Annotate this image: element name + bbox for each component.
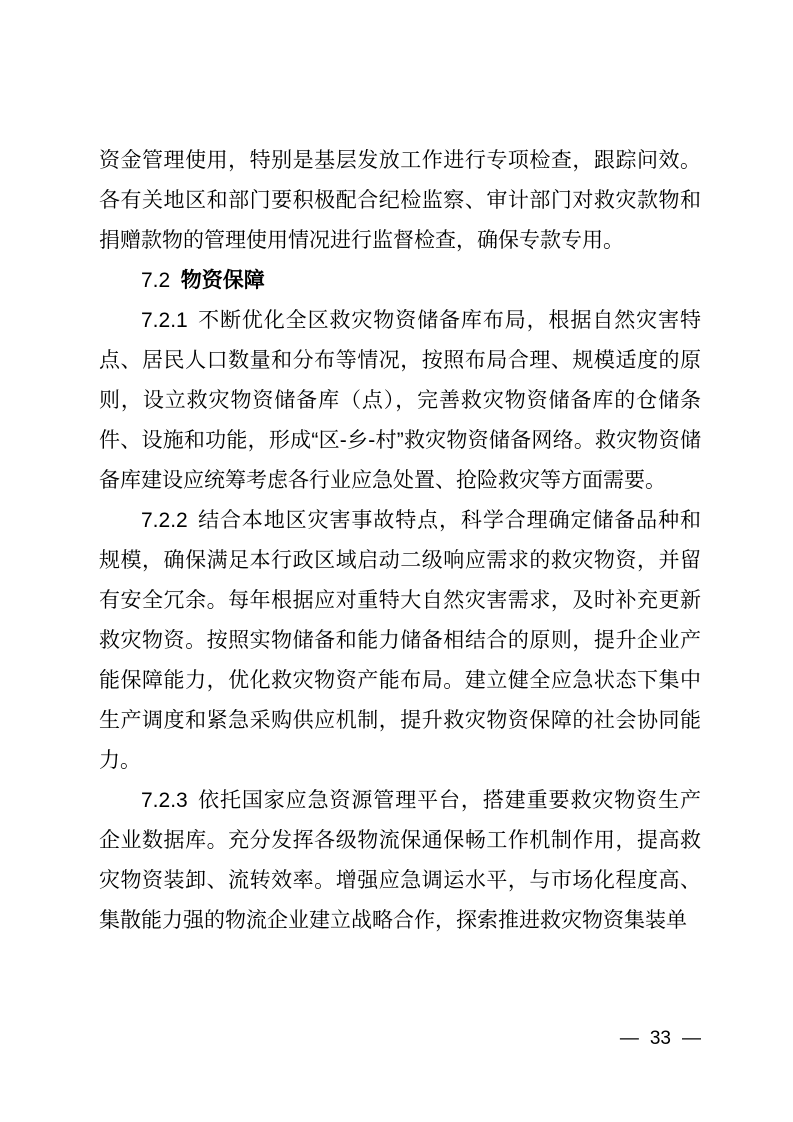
paragraph-clause-723 — [99, 781, 701, 941]
clause-number: 7.2.1 — [141, 309, 188, 332]
clause-number: 7.2.2 — [141, 509, 188, 532]
paragraph-clause-721 — [99, 301, 701, 501]
paragraph-clause-722 — [99, 501, 701, 781]
section-heading-title: 物资保障 — [180, 269, 265, 292]
page-body — [99, 141, 701, 941]
section-heading-number: 7.2 — [141, 269, 171, 292]
section-heading — [99, 261, 701, 301]
page-footer — [620, 1026, 701, 1052]
clause-text: 依托国家应急资源管理平台，搭建重要救灾物资生产企业数据库。充分发挥各级物流保通保畅工作机制作用，提高救灾物资装卸、流转效率。增强应急调运水平，与市场化程度高、集散能力强的物流企业建立战略合作，探索推进救灾物资集装单 — [99, 789, 701, 932]
page-number: 33 — [649, 1028, 671, 1049]
paragraph-continuation: 资金管理使用，特别是基层发放工作进行专项检查，跟踪问效。各有关地区和部门要积极配合纪检监察、审计部门对救灾款物和捐赠款物的管理使用情况进行监督检查，确保专款专用。 — [99, 149, 701, 252]
page-number-dash-right: — — [682, 1028, 701, 1049]
clause-number: 7.2.3 — [141, 789, 188, 812]
page-number-dash-left: — — [619, 1028, 639, 1049]
clause-text: 结合本地区灾害事故特点，科学合理确定储备品种和规模，确保满足本行政区域启动二级响应需求的救灾物资，并留有安全冗余。每年根据应对重特大自然灾害需求，及时补充更新救灾物资。按照实物储备和能力储备相结合的原则，提升企业产能保障能力，优化救灾物资产能布局。建立健全应急状态下集中生产调度和紧急采购供应机制，提升救灾物资保障的社会协同能力。 — [99, 509, 701, 772]
clause-text: 不断优化全区救灾物资储备库布局，根据自然灾害特点、居民人口数量和分布等情况，按照布局合理、规模适度的原则，设立救灾物资储备库（点），完善救灾物资储备库的仓储条件、设施和功能，形成“区-乡-村”救灾物资储备网络。救灾物资储备库建设应统筹考虑各行业应急处置、抢险救灾等方面需要。 — [99, 309, 701, 492]
